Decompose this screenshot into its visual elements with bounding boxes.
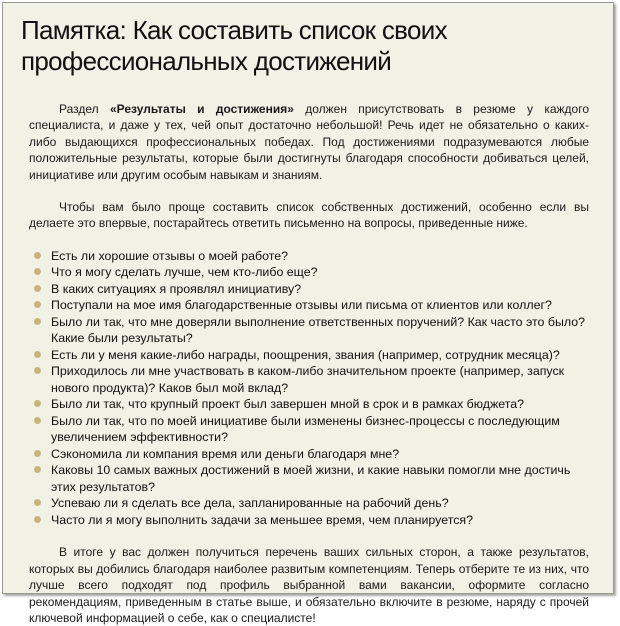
- questions-list: [29, 248, 589, 529]
- bullet-icon: [34, 318, 41, 325]
- list-item: Есть ли у меня какие-либо награды, поощрения, звания (например, сотрудник месяца)?: [29, 347, 589, 364]
- intro-suffix: должен присутствовать в резюме у каждого специалиста, и даже у тех, чей опыт достаточно небольшой! Речь идет не обязательно о каких-либо выдающихся профессиональных победах. Под достижениями подразумеваются любые положительные результаты, которые были достигнуты благодаря способности добиваться целей, инициативе или другим особым навыкам и знаниям.: [29, 102, 589, 182]
- spacer: [29, 528, 589, 544]
- list-item: В каких ситуациях я проявлял инициативу?: [29, 281, 589, 298]
- intro-prefix: Раздел: [59, 102, 110, 116]
- memo-card: [2, 2, 614, 625]
- conclusion-paragraph: В итоге у вас должен получиться перечень ваших сильных сторон, а также результатов, которых вы добились благодаря наиболее развитым компетенциям. Теперь отберите те из них, что лучше всего подходят под профиль выбранной вами вакансии, оформите согласно рекомендациям, приведенным в статье выше, и обязательно включите в резюме, наряду с прочей ключевой информацией о себе, как о специалисте!: [29, 545, 589, 625]
- bullet-icon: [34, 367, 41, 374]
- intro-paragraph: [29, 101, 589, 183]
- spacer: [29, 232, 589, 248]
- list-item: Было ли так, что крупный проект был завершен мной в срок и в рамках бюджета?: [29, 396, 589, 413]
- list-item: Было ли так, что мне доверяли выполнение ответственных поручений? Как часто это было? Какие были результаты?: [29, 314, 589, 347]
- bullet-icon: [34, 252, 41, 259]
- bullet-icon: [34, 417, 41, 424]
- intro-section-name: «Результаты и достижения»: [109, 102, 294, 116]
- bullet-icon: [34, 516, 41, 523]
- list-item: Каковы 10 самых важных достижений в моей жизни, и какие навыки помогли мне достичь этих результатов?: [29, 462, 589, 495]
- bullet-icon: [34, 351, 41, 358]
- instruction-paragraph: Чтобы вам было проще составить список собственных достижений, особенно если вы делаете это впервые, постарайтесь ответить письменно на вопросы, приведенные ниже.: [29, 200, 589, 231]
- bullet-icon: [34, 400, 41, 407]
- bullet-icon: [34, 301, 41, 308]
- bullet-icon: [34, 450, 41, 457]
- list-item: Часто ли я могу выполнить задачи за меньшее время, чем планируется?: [29, 512, 589, 529]
- list-item: Есть ли хорошие отзывы о моей работе?: [29, 248, 589, 265]
- list-item: Сэкономила ли компания время или деньги благодаря мне?: [29, 446, 589, 463]
- bullet-icon: [34, 285, 41, 292]
- bullet-icon: [34, 499, 41, 506]
- spacer: [29, 183, 589, 199]
- bullet-icon: [34, 268, 41, 275]
- list-item: Приходилось ли мне участвовать в каком-либо значительном проекте (например, запуск нового продукта)? Каков был мой вклад?: [29, 363, 589, 396]
- list-item: Поступали на мое имя благодарственные отзывы или письма от клиентов или коллег?: [29, 297, 589, 314]
- list-item: Что я могу сделать лучше, чем кто-либо еще?: [29, 264, 589, 281]
- list-item: Успеваю ли я сделать все дела, запланированные на рабочий день?: [29, 495, 589, 512]
- memo-body: [29, 101, 589, 626]
- list-item: Было ли так, что по моей инициативе были изменены бизнес-процессы с последующим увеличением эффективности?: [29, 413, 589, 446]
- bullet-icon: [34, 466, 41, 473]
- page-title: Памятка: Как составить список своих профессиональных достижений: [21, 15, 447, 76]
